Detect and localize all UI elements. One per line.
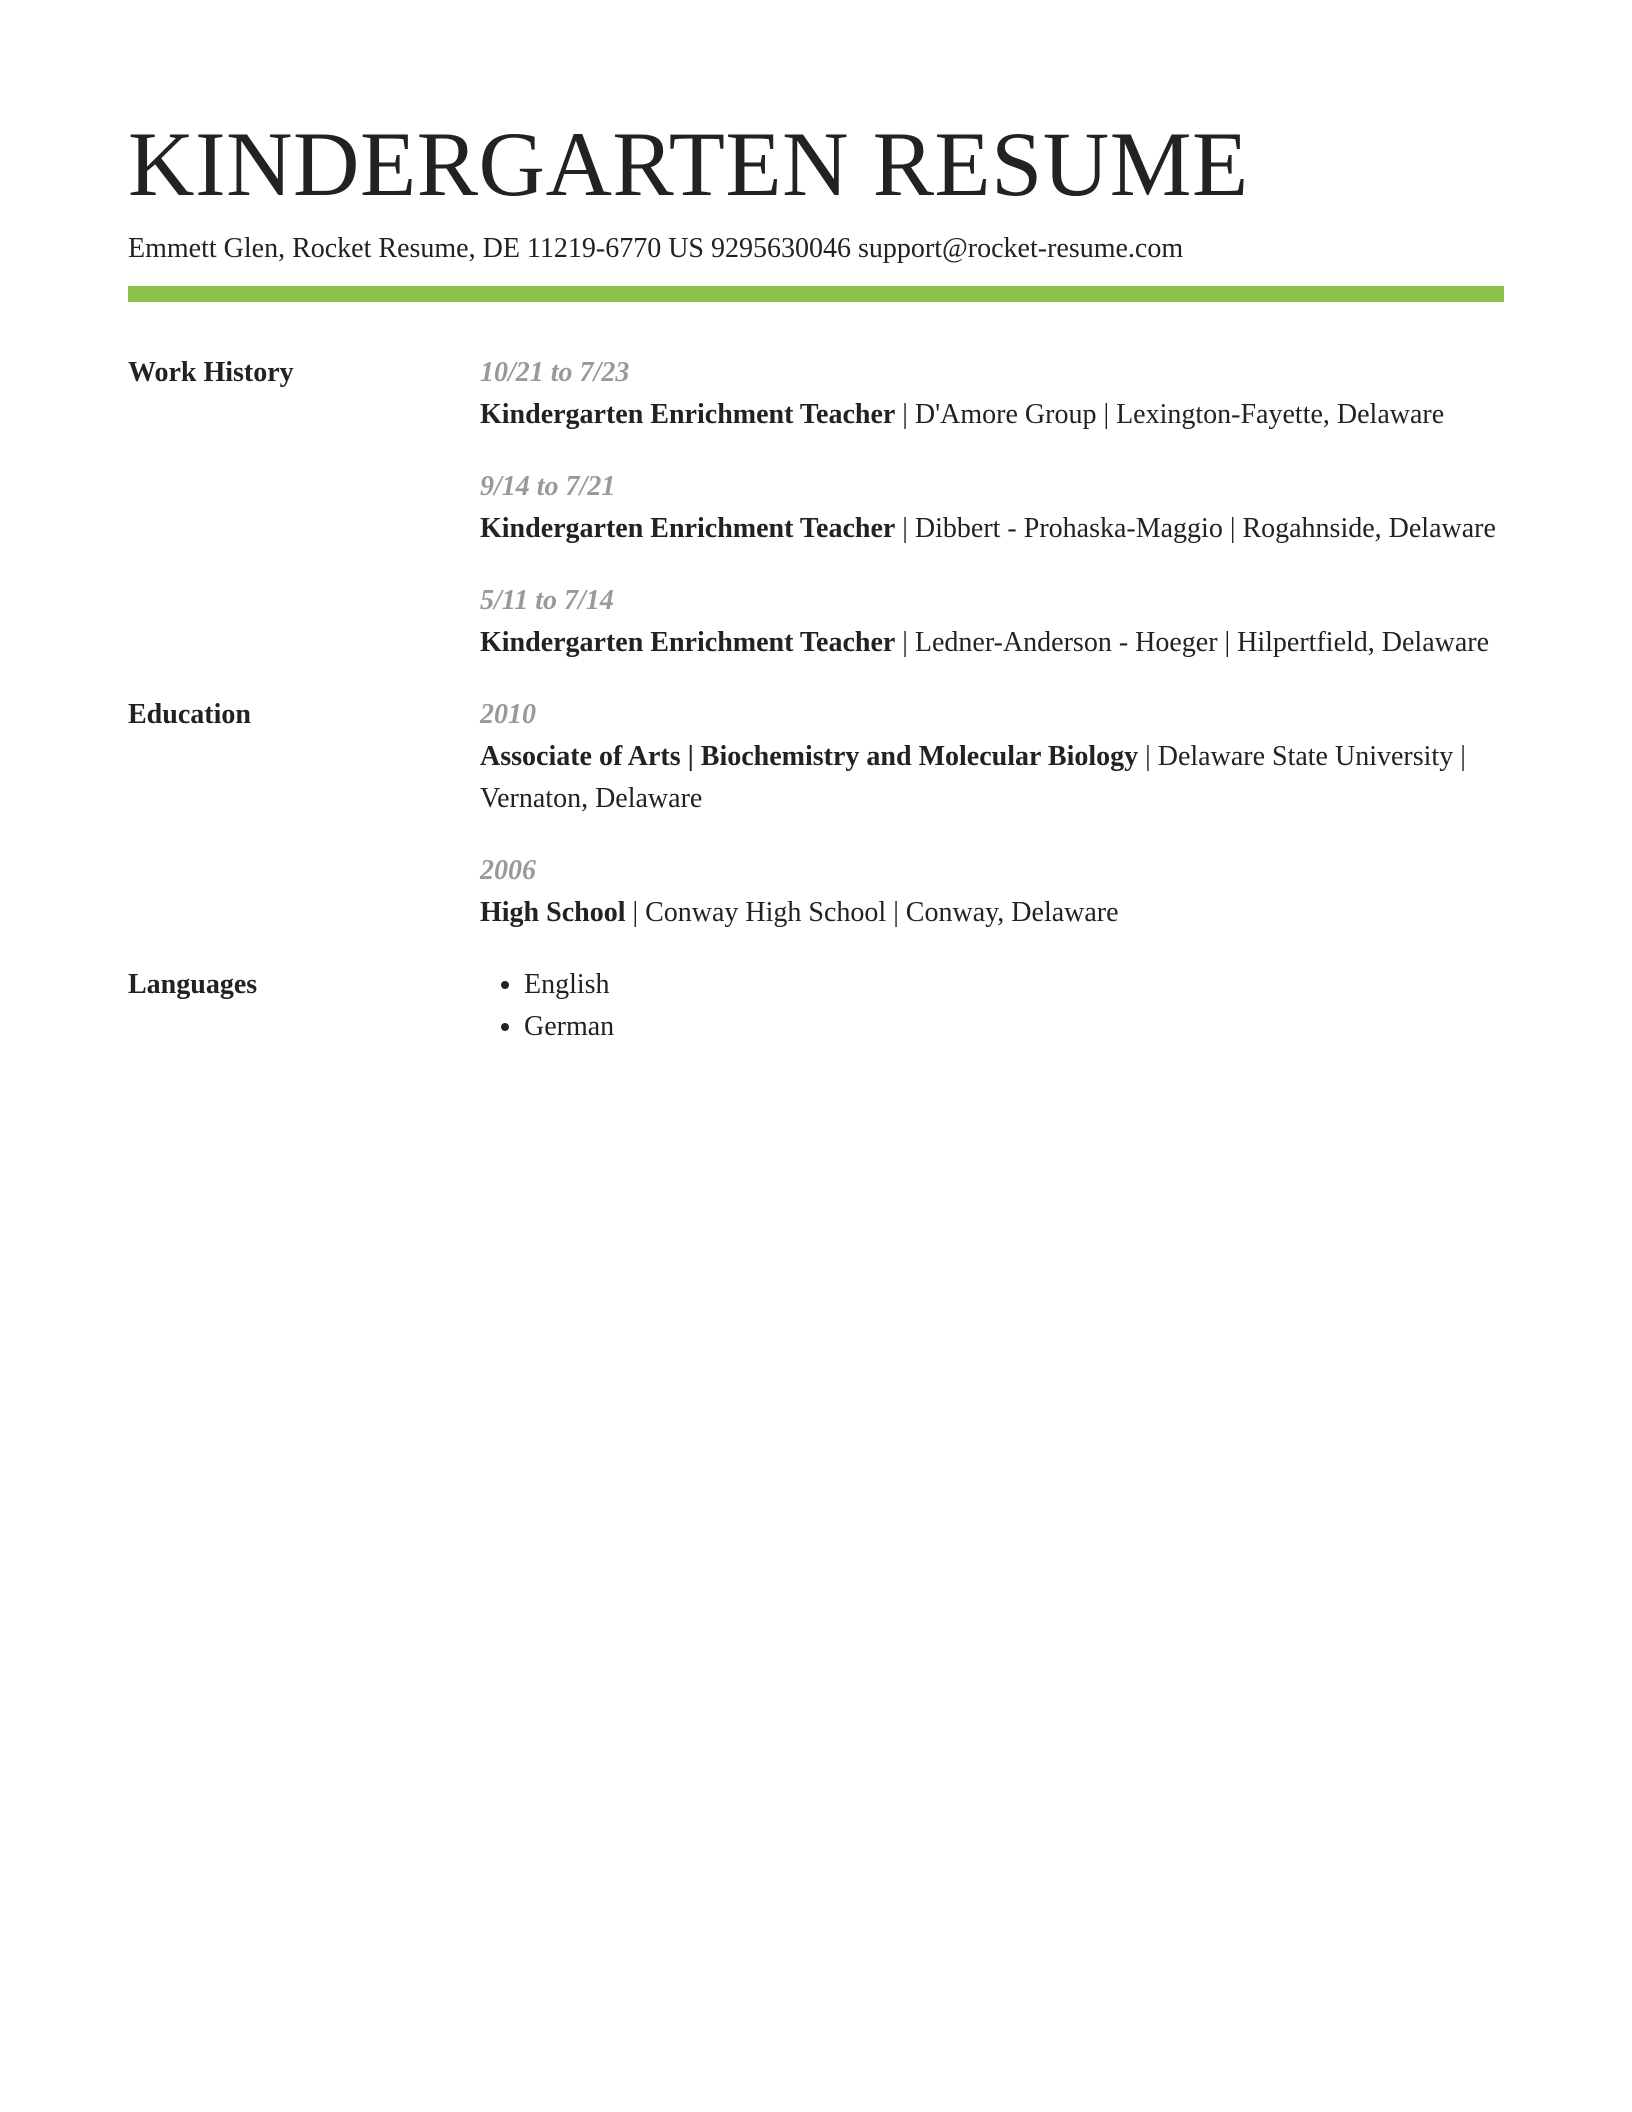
- education-entry: [480, 850, 1504, 934]
- job-details: | Dibbert - Prohaska-Maggio | Rogahnside, Delaware: [895, 512, 1496, 544]
- resume-page: [128, 113, 1504, 1048]
- resume-title: KINDERGARTEN RESUME: [128, 113, 1249, 215]
- job-title: Kindergarten Enrichment Teacher: [480, 398, 896, 430]
- degree-details: | Conway High School | Conway, Delaware: [625, 896, 1119, 928]
- job-details: | D'Amore Group | Lexington-Fayette, Delaware: [895, 398, 1445, 430]
- contact-line: Emmett Glen, Rocket Resume, DE 11219-6770 US 9295630046 support@rocket-resume.com: [128, 233, 1184, 264]
- entry-main: [480, 736, 1504, 820]
- section-label-education: Education: [128, 698, 251, 730]
- languages-list-wrapper: [480, 964, 1504, 1048]
- degree-title: High School: [480, 896, 626, 928]
- accent-divider: [128, 286, 1504, 302]
- language-item: • English: [524, 964, 1504, 1006]
- degree-title: Associate of Arts | Biochemistry and Molecular Biology: [480, 740, 1139, 772]
- job-title: Kindergarten Enrichment Teacher: [480, 512, 896, 544]
- education-section: [128, 694, 1504, 934]
- entry-main: [480, 892, 1504, 934]
- degree-details: | Delaware State University | Vernaton, Delaware: [480, 740, 1466, 814]
- language-item: • German: [524, 1006, 1504, 1048]
- section-label-languages: Languages: [128, 968, 258, 1000]
- entry-main: [480, 508, 1504, 550]
- entry-date: 9/14 to 7/21: [480, 470, 616, 502]
- work-entry: [480, 466, 1504, 550]
- section-label-work-history: Work History: [128, 356, 294, 388]
- work-history-entries: [480, 352, 1504, 664]
- work-history-section: [128, 352, 1504, 664]
- languages-section: [128, 964, 1504, 1048]
- entry-date: 2010: [480, 698, 536, 730]
- work-entry: [480, 352, 1504, 436]
- work-entry: [480, 580, 1504, 664]
- entry-date: 10/21 to 7/23: [480, 356, 630, 388]
- entry-main: [480, 622, 1504, 664]
- job-title: Kindergarten Enrichment Teacher: [480, 626, 896, 658]
- education-entries: [480, 694, 1504, 934]
- entry-main: [480, 394, 1504, 436]
- entry-date: 5/11 to 7/14: [480, 584, 614, 616]
- job-details: | Ledner-Anderson - Hoeger | Hilpertfield, Delaware: [895, 626, 1490, 658]
- entry-date: 2006: [480, 854, 536, 886]
- languages-list: [480, 964, 1504, 1048]
- education-entry: [480, 694, 1504, 820]
